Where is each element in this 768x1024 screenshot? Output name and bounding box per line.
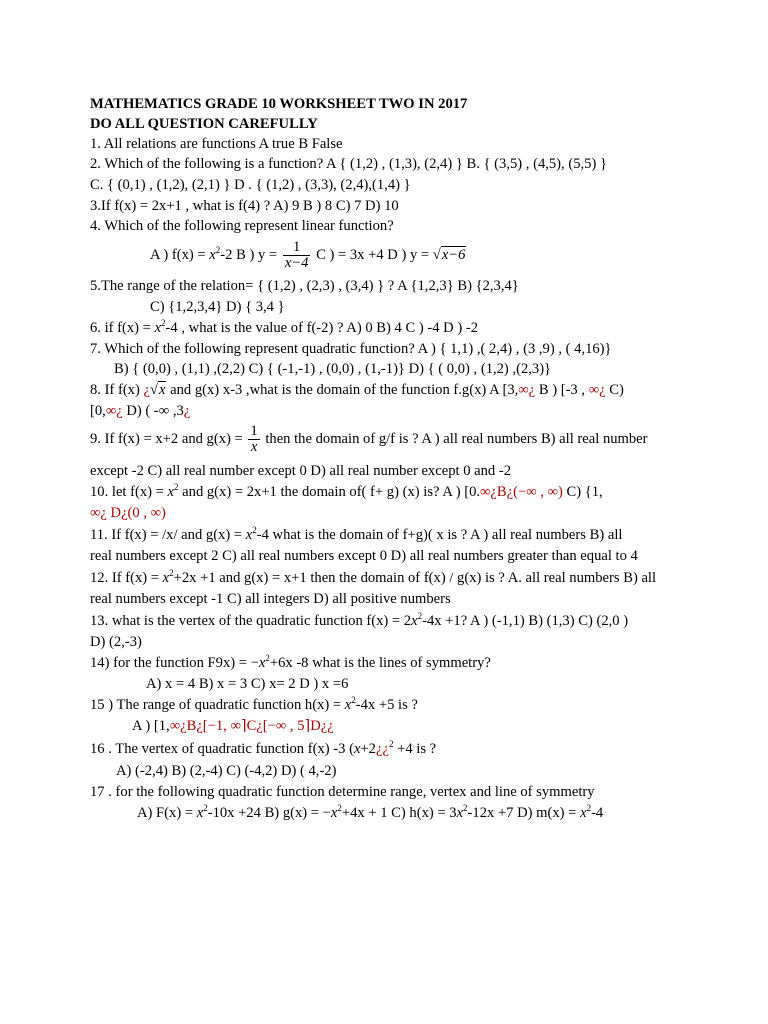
- text: C) {1,: [562, 484, 603, 500]
- question-14: [90, 653, 678, 673]
- math-var: x: [154, 320, 162, 336]
- fraction-denominator: x: [250, 439, 258, 456]
- exponent: 2: [161, 318, 166, 328]
- text: +2: [360, 741, 376, 757]
- exponent: 2: [203, 803, 208, 813]
- text: -4 what is the domain of f+g)( x is ? A ) all real numbers B) all: [256, 527, 623, 543]
- question-2: 2. Which of the following is a function? A { (1,2) , (1,3), (2,4) } B. { (3,5) , (4,5), (5,5) }: [90, 156, 607, 172]
- text: -4 , what is the value of f(-2) ? A) 0 B) 4 C ) -4 D ) -2: [165, 320, 479, 336]
- garbled-symbol: ¿¿: [375, 741, 389, 757]
- question-12-cont: real numbers except -1 C) all integers D) all positive numbers: [90, 591, 451, 607]
- text: +4x + 1 C) h(x) = 3: [341, 805, 457, 821]
- text: D) ( -∞ ,3: [122, 403, 184, 419]
- text: +6x -8 what is the lines of symmetry?: [269, 655, 491, 671]
- exponent: 2: [252, 525, 257, 535]
- option-text: -2 B ) y =: [220, 247, 281, 264]
- exponent: 2: [586, 803, 592, 813]
- math-var: x: [330, 805, 338, 821]
- option-text: C ) = 3x +4 D ) y =: [312, 247, 433, 264]
- text: then the domain of g/f is ? A ) all real numbers B) all real number: [261, 431, 648, 448]
- question-7-options: B) { (0,0) , (1,1) ,(2,2) C) { (-1,-1) , (0,0) , (1,-1)} D) { ( 0,0) , (1,2) ,(2,3)}: [114, 361, 552, 377]
- question-7: 7. Which of the following represent quadratic function? A ) { 1,1) ,( 2,4) , (3 ,9) , ( 4,16)}: [90, 341, 612, 357]
- garbled-symbol: ∞¿: [588, 382, 606, 398]
- math-var: x: [456, 805, 464, 821]
- text: +4 is ?: [393, 741, 437, 757]
- math-var: x: [209, 247, 216, 264]
- exponent: 2: [174, 482, 179, 492]
- math-var: x: [411, 613, 418, 629]
- exponent: 2: [265, 653, 270, 663]
- text: 10. let f(x) =: [90, 484, 168, 500]
- garbled-symbol: ∞¿: [518, 382, 536, 398]
- question-8-cont: [90, 401, 678, 421]
- fraction-numerator: 1: [250, 423, 258, 439]
- question-11-cont: real numbers except 2 C) all real numbers except 0 D) all real numbers greater than equal to 4: [90, 548, 638, 564]
- math-var: x: [344, 697, 352, 713]
- text: -10x +24 B) g(x) = −: [207, 805, 331, 821]
- text: 12. If f(x) =: [90, 570, 163, 586]
- exponent: 2: [215, 245, 221, 256]
- radicand: x: [159, 382, 166, 398]
- garbled-symbol: ∞¿B¿[−1, ∞⌉C¿[−∞ , 5⌉D¿¿: [169, 718, 334, 734]
- text: 11. If f(x) = /x/ and g(x) =: [90, 527, 246, 543]
- math-var: x: [580, 805, 587, 821]
- text: +2x +1 and g(x) = x+1 then the domain of f(x) / g(x) is ? A. all real numbers B) all: [173, 570, 657, 586]
- question-8: [90, 380, 678, 400]
- text: -4x +1? A ) (-1,1) B) (1,3) C) (2,0 ): [422, 613, 629, 629]
- question-9: [90, 424, 678, 456]
- math-var: x: [196, 805, 204, 821]
- question-9-cont: except -2 C) all real number except 0 D) all real number except 0 and -2: [90, 463, 512, 479]
- question-1: 1. All relations are functions A true B False: [90, 136, 343, 152]
- question-17: 17 . for the following quadratic function determine range, vertex and line of symmetry: [90, 784, 595, 800]
- question-17-options: [137, 803, 678, 823]
- question-10: [90, 482, 678, 502]
- exponent: 2: [169, 568, 174, 578]
- question-4-options: [150, 240, 678, 272]
- question-15-options: [132, 716, 678, 736]
- fraction-numerator: 1: [283, 240, 311, 256]
- text: 14) for the function F9x) = −: [90, 655, 259, 671]
- radical-sign: √: [432, 247, 441, 264]
- text: A) F(x) =: [137, 805, 197, 821]
- question-5: 5.The range of the relation= { (1,2) , (2,3) , (3,4) } ? A {1,2,3} B) {2,3,4}: [90, 278, 519, 294]
- exponent: 2: [388, 739, 394, 749]
- text: 6. if f(x) =: [90, 320, 155, 336]
- question-16-options: A) (-2,4) B) (2,-4) C) (-4,2) D) ( 4,-2): [116, 763, 337, 779]
- text: 8. If f(x): [90, 382, 144, 398]
- garbled-symbol: ∞¿B¿(−∞ , ∞): [480, 484, 563, 500]
- text: 9. If f(x) = x+2 and g(x) =: [90, 431, 247, 448]
- square-root: [150, 381, 167, 398]
- text: A ) [1,: [132, 718, 170, 734]
- question-10-cont: [90, 503, 678, 523]
- question-11: [90, 525, 678, 545]
- math-var: x: [353, 741, 361, 757]
- math-var: x: [258, 655, 266, 671]
- garbled-symbol: ¿: [143, 382, 150, 398]
- text: B ) [-3 ,: [535, 382, 589, 398]
- question-3: 3.If f(x) = 2x+1 , what is f(4) ? A) 9 B ) 8 C) 7 D) 10: [90, 198, 399, 214]
- math-var: x: [162, 570, 170, 586]
- text: 15 ) The range of quadratic function h(x) =: [90, 697, 345, 713]
- exponent: 2: [351, 695, 356, 705]
- question-13-cont: D) (2,-3): [90, 634, 142, 650]
- text: -4: [591, 805, 604, 821]
- radical-sign: √: [149, 382, 158, 398]
- question-16: [90, 739, 678, 759]
- garbled-symbol: ∞¿: [105, 403, 123, 419]
- exponent: 2: [417, 611, 423, 621]
- text: and g(x) = 2x+1 the domain of( f+ g) (x) is? A ) [0.: [178, 484, 481, 500]
- text: -4x +5 is ?: [355, 697, 418, 713]
- question-12: [90, 568, 678, 588]
- radicand: x−6: [441, 247, 466, 264]
- square-root: [433, 246, 467, 263]
- math-var: x: [245, 527, 253, 543]
- exponent: 2: [337, 803, 342, 813]
- question-6: [90, 318, 678, 338]
- text: 13. what is the vertex of the quadratic function f(x) = 2: [90, 613, 412, 629]
- text: -12x +7 D) m(x) =: [467, 805, 581, 821]
- fraction-denominator: x−4: [284, 255, 309, 272]
- question-13: [90, 611, 678, 631]
- question-14-options: A) x = 4 B) x = 3 C) x= 2 D ) x =6: [146, 676, 349, 692]
- question-5-options: C) {1,2,3,4} D) { 3,4 }: [150, 299, 285, 315]
- text: C): [605, 382, 624, 398]
- option-text: A ) f(x) =: [150, 247, 210, 264]
- math-var: x: [167, 484, 175, 500]
- fraction: [248, 424, 259, 456]
- worksheet-instruction: DO ALL QUESTION CAREFULLY: [90, 116, 318, 132]
- text: 16 . The vertex of quadratic function f(x) -3 (: [90, 741, 354, 757]
- text: and g(x) x-3 ,what is the domain of the function f.g(x) A [3,: [166, 382, 519, 398]
- question-15: [90, 695, 678, 715]
- fraction: [283, 240, 311, 272]
- garbled-symbol: ¿: [183, 403, 191, 419]
- exponent: 2: [463, 803, 468, 813]
- worksheet-title: MATHEMATICS GRADE 10 WORKSHEET TWO IN 2017: [90, 96, 468, 112]
- question-2-options: C. { (0,1) , (1,2), (2,1) } D . { (1,2) , (3,3), (2,4),(1,4) }: [90, 177, 411, 193]
- garbled-symbol: ∞¿ D¿(0 , ∞): [90, 505, 166, 521]
- question-4: 4. Which of the following represent linear function?: [90, 218, 394, 234]
- text: [0,: [90, 403, 106, 419]
